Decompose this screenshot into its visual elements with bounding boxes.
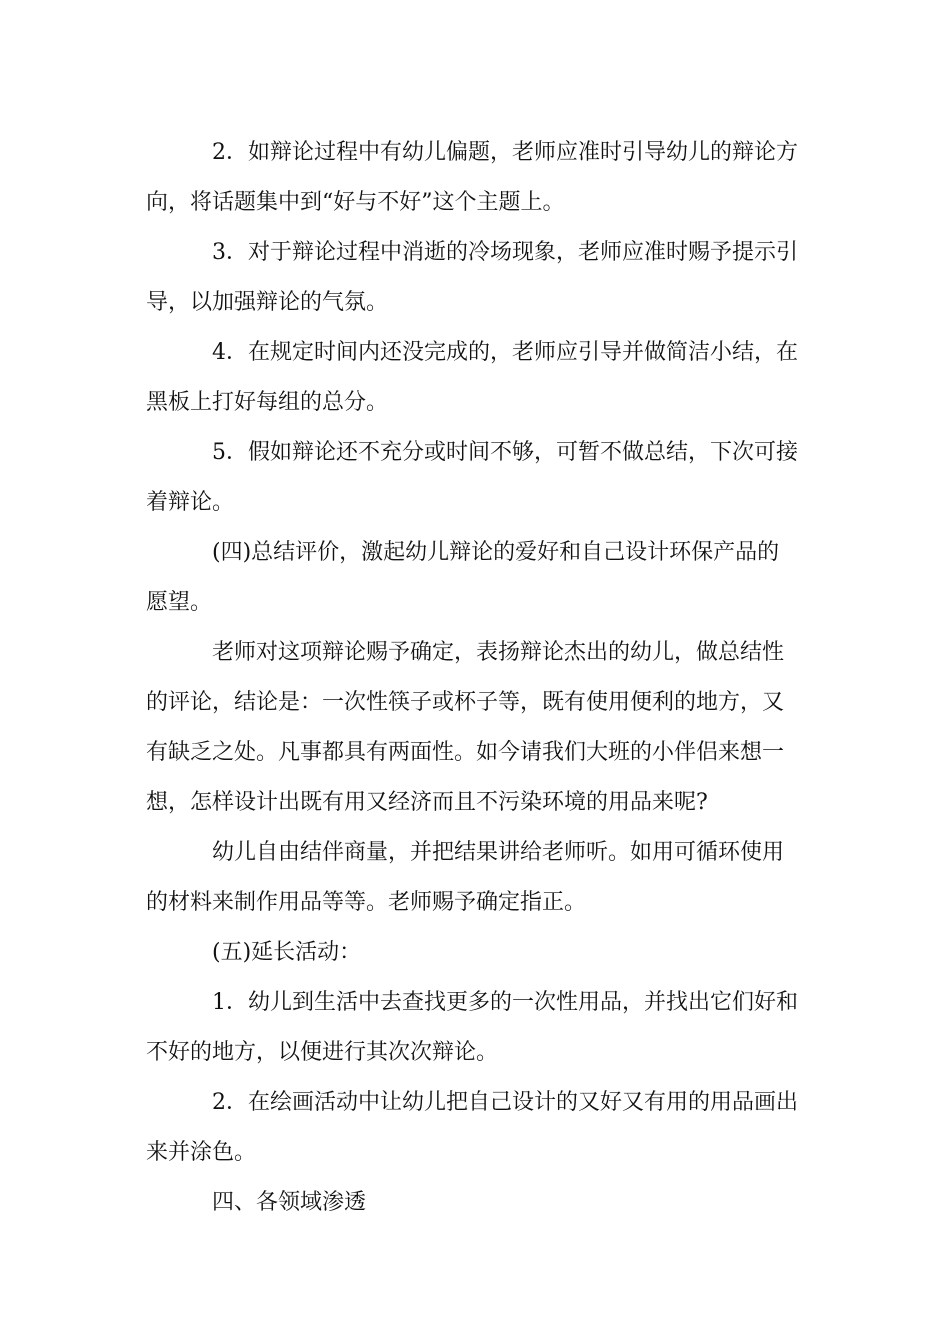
section-heading-domains: 四、各领域渗透	[212, 1190, 367, 1215]
paragraph-7-line-2: 的材料来制作用品等等。老师赐予确定指正。	[146, 890, 587, 915]
paragraph-6-line-4: 想，怎样设计出既有用又经济而且不污染环境的用品来呢?	[146, 790, 708, 815]
paragraph-1-line-1: 2．如辩论过程中有幼儿偏题，老师应准时引导幼儿的辩论方	[212, 140, 798, 165]
paragraph-6-line-1: 老师对这项辩论赐予确定，表扬辩论杰出的幼儿，做总结性	[212, 640, 785, 665]
paragraph-1-line-2: 向，将话题集中到“好与不好”这个主题上。	[146, 190, 565, 215]
paragraph-2-line-2: 导，以加强辩论的气氛。	[146, 290, 389, 315]
paragraph-9-line-1: 1．幼儿到生活中去查找更多的一次性用品，并找出它们好和	[212, 990, 798, 1015]
section-heading-four-line-2: 愿望。	[146, 590, 213, 615]
paragraph-7-line-1: 幼儿自由结伴商量，并把结果讲给老师听。如用可循环使用	[212, 840, 785, 865]
paragraph-3-line-2: 黑板上打好每组的总分。	[146, 390, 389, 415]
paragraph-4-line-1: 5．假如辩论还不充分或时间不够，可暂不做总结，下次可接	[212, 440, 798, 465]
document-body	[146, 128, 826, 1228]
paragraph-9-line-2: 不好的地方，以便进行其次次辩论。	[146, 1040, 499, 1065]
paragraph-6-line-2: 的评论，结论是：一次性筷子或杯子等，既有使用便利的地方，又	[146, 690, 785, 715]
paragraph-10-line-1: 2．在绘画活动中让幼儿把自己设计的又好又有用的用品画出	[212, 1090, 798, 1115]
section-heading-four-line-1: (四)总结评价，激起幼儿辩论的爱好和自己设计环保产品的	[212, 540, 780, 565]
paragraph-4-line-2: 着辩论。	[146, 490, 235, 515]
paragraph-6-line-3: 有缺乏之处。凡事都具有两面性。如今请我们大班的小伴侣来想一	[146, 740, 785, 765]
paragraph-3-line-1: 4．在规定时间内还没完成的，老师应引导并做简洁小结，在	[212, 340, 798, 365]
section-heading-five: (五)延长活动：	[212, 940, 362, 965]
paragraph-10-line-2: 来并涂色。	[146, 1140, 257, 1165]
paragraph-2-line-1: 3．对于辩论过程中消逝的冷场现象，老师应准时赐予提示引	[212, 240, 798, 265]
